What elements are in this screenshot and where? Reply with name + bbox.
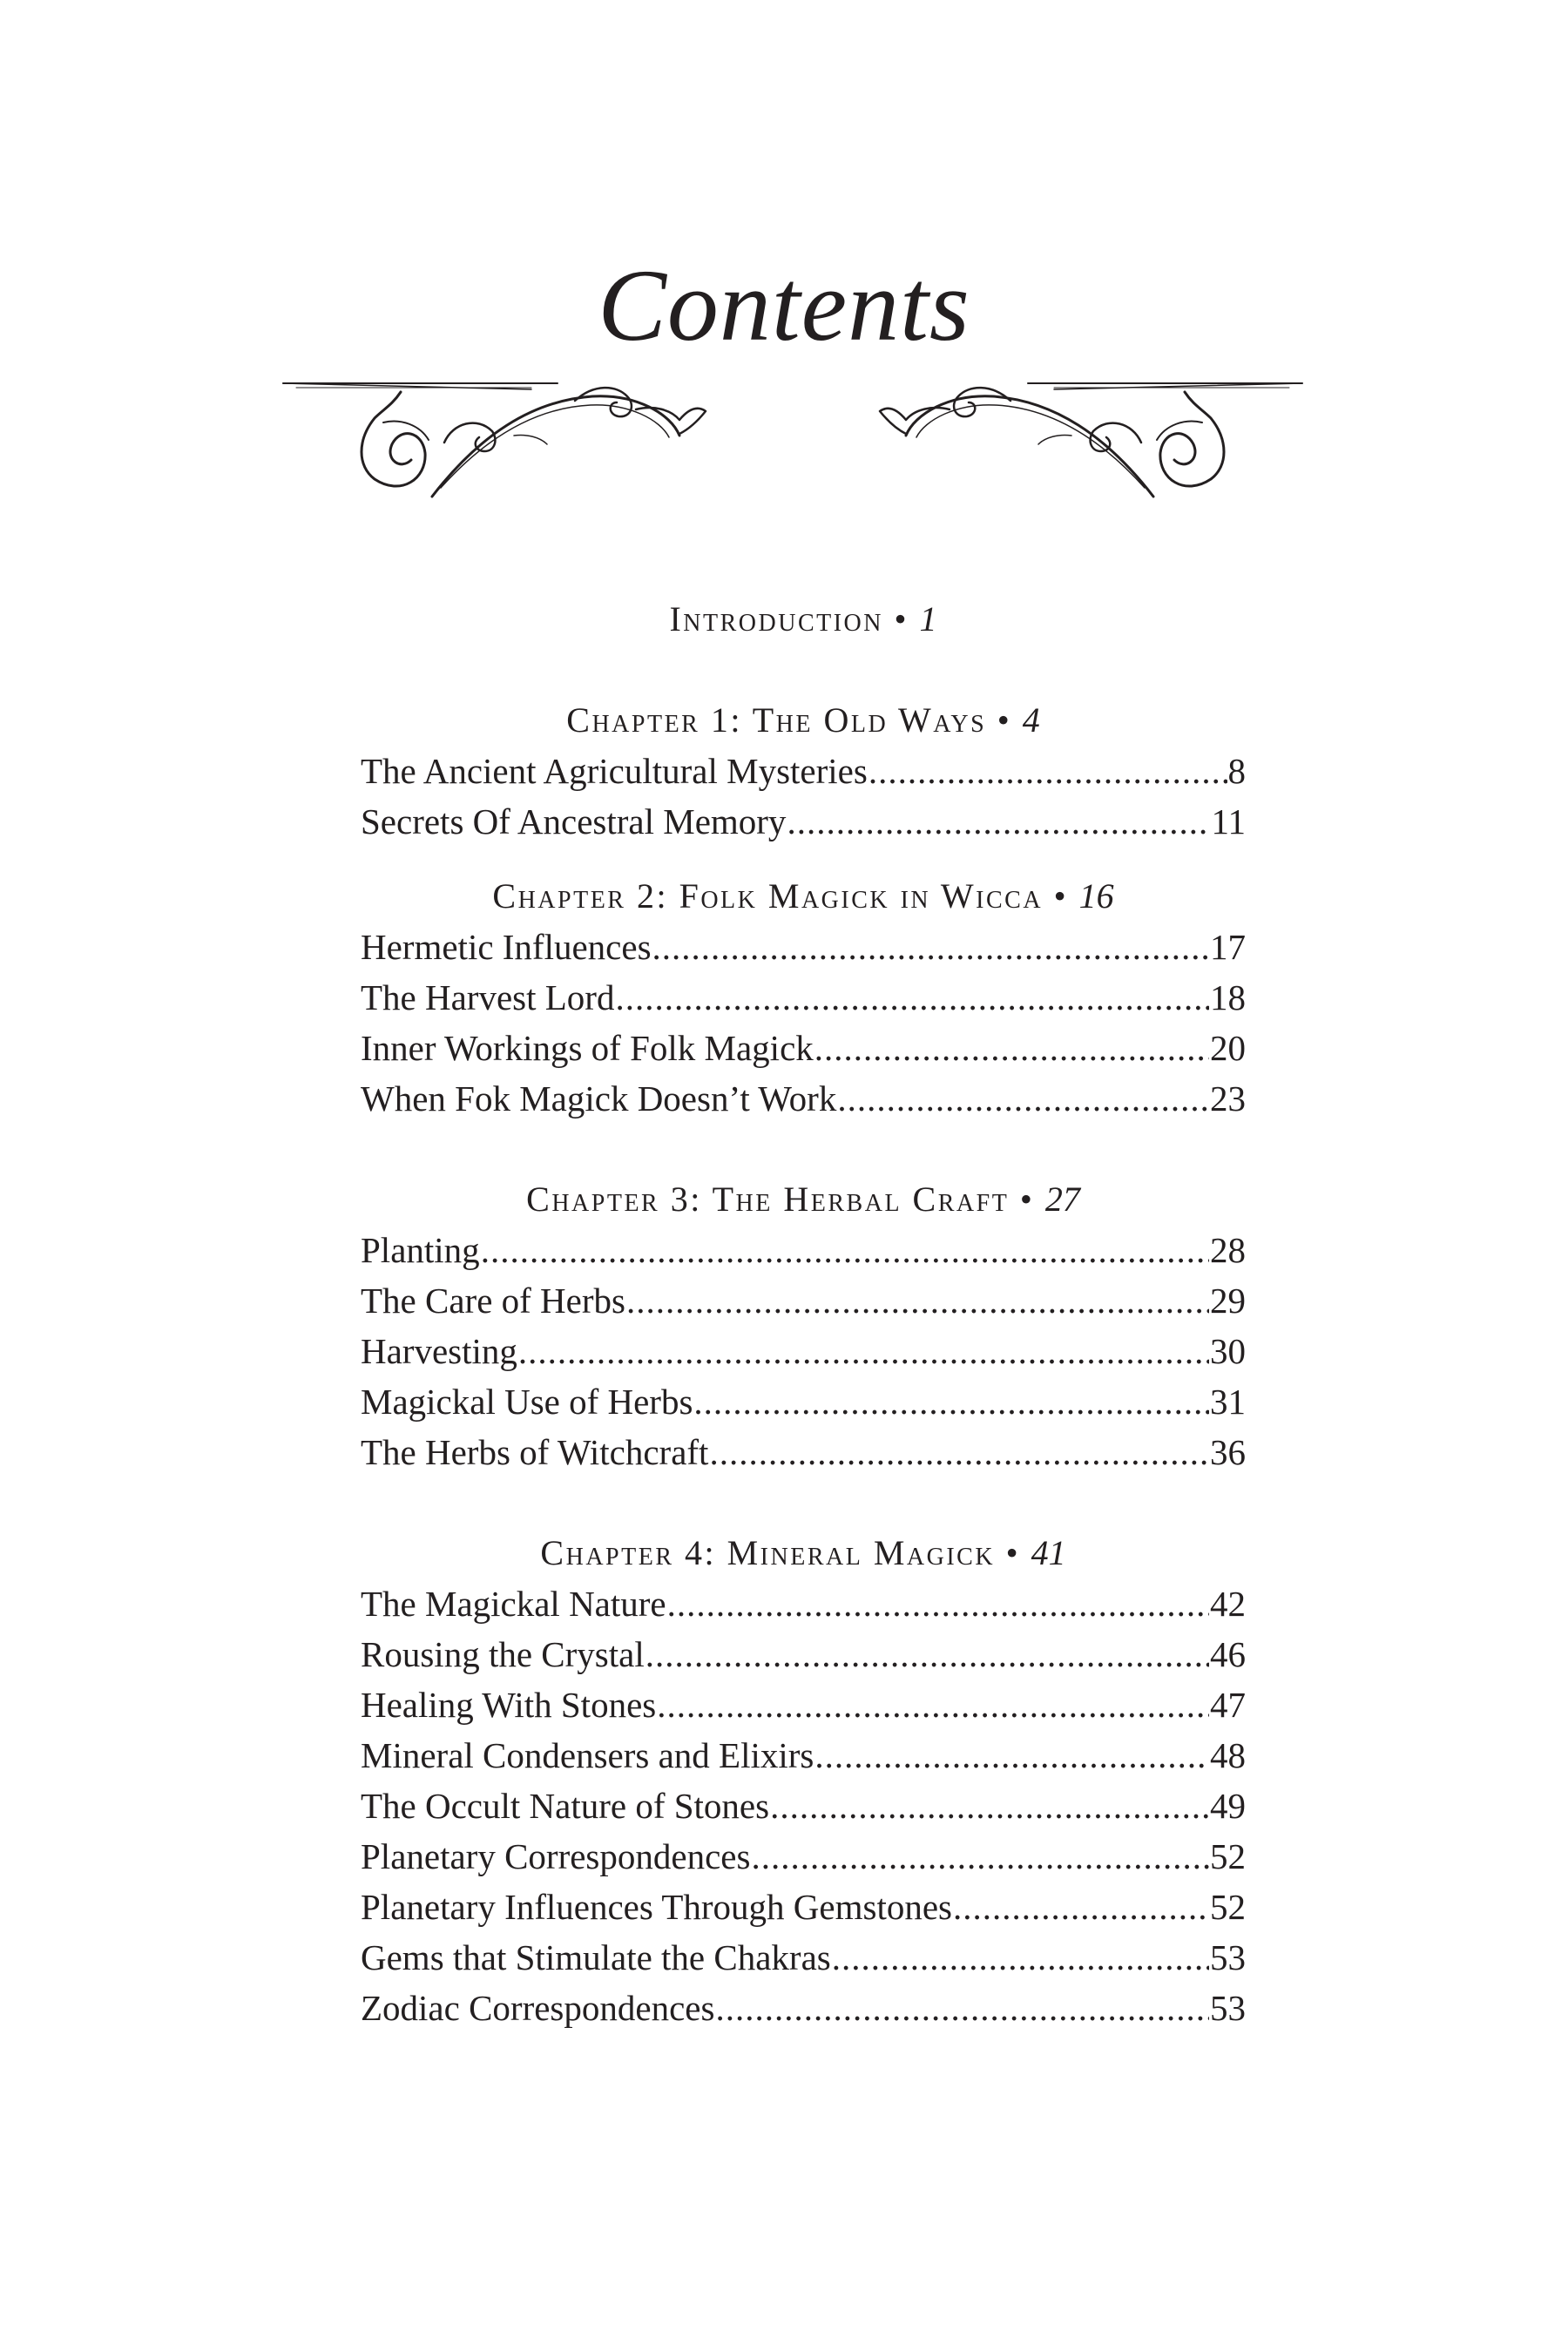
chapter-page: 16 xyxy=(1078,876,1114,916)
dot-leader xyxy=(645,1629,1209,1680)
bullet-separator: • xyxy=(894,599,909,639)
chapter-title: Chapter 3: The Herbal Craft xyxy=(526,1179,1010,1219)
entry-title: Magickal Use of Herbs xyxy=(361,1382,693,1422)
chapter-heading[interactable] xyxy=(361,1528,1246,1578)
entry-page: 31 xyxy=(1210,1382,1246,1422)
entry-title: Inner Workings of Folk Magick xyxy=(361,1028,814,1068)
dot-leader xyxy=(868,746,1227,796)
dot-leader xyxy=(953,1882,1209,1932)
chapter-page: 41 xyxy=(1031,1533,1066,1572)
entry-title: The Magickal Nature xyxy=(361,1584,666,1624)
toc-entry[interactable] xyxy=(361,1427,1246,1477)
entry-page: 11 xyxy=(1211,801,1246,841)
toc-entry[interactable] xyxy=(361,922,1246,972)
dot-leader xyxy=(615,972,1209,1023)
entry-title: Gems that Stimulate the Chakras xyxy=(361,1937,831,1977)
dot-leader xyxy=(693,1376,1209,1427)
entry-page: 53 xyxy=(1210,1988,1246,2028)
entry-title: Secrets Of Ancestral Memory xyxy=(361,801,787,841)
chapter-title: Chapter 4: Mineral Magick xyxy=(540,1533,996,1572)
introduction-page: 1 xyxy=(919,599,937,639)
entry-page: 36 xyxy=(1210,1432,1246,1472)
chapter-title: Chapter 2: Folk Magick in Wicca xyxy=(492,876,1044,916)
entry-page: 47 xyxy=(1210,1685,1246,1725)
entry-title: Zodiac Correspondences xyxy=(361,1988,715,2028)
entry-title: The Care of Herbs xyxy=(361,1281,625,1321)
entry-page: 23 xyxy=(1210,1078,1246,1119)
entry-page: 42 xyxy=(1210,1584,1246,1624)
dot-leader xyxy=(751,1831,1209,1882)
bullet-separator: • xyxy=(1053,876,1069,916)
toc-entry[interactable] xyxy=(361,1578,1246,1629)
toc-entry[interactable] xyxy=(361,1225,1246,1275)
dot-leader xyxy=(837,1073,1209,1124)
entry-page: 20 xyxy=(1210,1028,1246,1068)
dot-leader xyxy=(814,1023,1209,1073)
dot-leader xyxy=(667,1578,1209,1629)
toc-entry[interactable] xyxy=(361,796,1246,847)
bullet-separator: • xyxy=(997,700,1012,740)
toc-entry[interactable] xyxy=(361,1932,1246,1983)
dot-leader xyxy=(832,1932,1209,1983)
toc-entry[interactable] xyxy=(361,1781,1246,1831)
toc-entry[interactable] xyxy=(361,1023,1246,1073)
entry-title: Healing With Stones xyxy=(361,1685,657,1725)
chapter-title: Chapter 1: The Old Ways xyxy=(566,700,987,740)
toc-entry[interactable] xyxy=(361,746,1246,796)
dot-leader xyxy=(770,1781,1209,1831)
dot-leader xyxy=(657,1680,1209,1730)
entry-title: Hermetic Influences xyxy=(361,927,652,967)
dot-leader xyxy=(652,922,1209,972)
entry-title: Mineral Condensers and Elixirs xyxy=(361,1735,814,1775)
entry-title: The Harvest Lord xyxy=(361,977,615,1017)
entry-page: 46 xyxy=(1210,1634,1246,1674)
entry-page: 29 xyxy=(1210,1281,1246,1321)
entry-page: 8 xyxy=(1227,751,1246,791)
entry-page: 52 xyxy=(1210,1887,1246,1927)
toc-entry[interactable] xyxy=(361,1326,1246,1376)
bullet-separator: • xyxy=(1005,1533,1021,1572)
toc-entry[interactable] xyxy=(361,1882,1246,1932)
dot-leader xyxy=(709,1427,1209,1477)
toc-entry[interactable] xyxy=(361,1680,1246,1730)
entry-page: 18 xyxy=(1210,977,1246,1017)
chapter-page: 4 xyxy=(1022,700,1040,740)
dot-leader xyxy=(715,1983,1209,2033)
entry-page: 17 xyxy=(1210,927,1246,967)
entry-title: The Ancient Agricultural Mysteries xyxy=(361,751,868,791)
toc-entry[interactable] xyxy=(361,1376,1246,1427)
dot-leader xyxy=(518,1326,1209,1376)
toc-entry[interactable] xyxy=(361,1275,1246,1326)
entry-page: 52 xyxy=(1210,1836,1246,1876)
toc-entry[interactable] xyxy=(361,1983,1246,2033)
toc-entry[interactable] xyxy=(361,1831,1246,1882)
toc-entry[interactable] xyxy=(361,1730,1246,1781)
entry-title: The Occult Nature of Stones xyxy=(361,1786,770,1826)
entry-page: 53 xyxy=(1210,1937,1246,1977)
chapter-4-section xyxy=(361,1528,1246,2033)
introduction-entry[interactable] xyxy=(361,594,1246,645)
chapter-heading[interactable] xyxy=(361,871,1246,922)
chapter-page: 27 xyxy=(1044,1179,1080,1219)
dot-leader xyxy=(787,796,1210,847)
chapter-heading[interactable] xyxy=(361,1174,1246,1225)
toc-entry[interactable] xyxy=(361,972,1246,1023)
entry-title: Planetary Correspondences xyxy=(361,1836,751,1876)
entry-page: 28 xyxy=(1210,1230,1246,1270)
page-title: Contents xyxy=(598,248,970,362)
chapter-1-section xyxy=(361,695,1246,847)
chapter-heading[interactable] xyxy=(361,695,1246,746)
bullet-separator: • xyxy=(1019,1179,1035,1219)
chapter-2-section xyxy=(361,871,1246,1124)
entry-page: 49 xyxy=(1210,1786,1246,1826)
entry-title: Harvesting xyxy=(361,1331,517,1371)
toc-entry[interactable] xyxy=(361,1629,1246,1680)
entry-title: Rousing the Crystal xyxy=(361,1634,645,1674)
toc-entry[interactable] xyxy=(361,1073,1246,1124)
dot-leader xyxy=(814,1730,1209,1781)
entry-page: 30 xyxy=(1210,1331,1246,1371)
flourish-ornament-icon xyxy=(270,357,1315,531)
entry-title: Planting xyxy=(361,1230,480,1270)
entry-title: When Fok Magick Doesn’t Work xyxy=(361,1078,837,1119)
introduction-label: Introduction xyxy=(669,599,883,639)
dot-leader xyxy=(481,1225,1209,1275)
entry-page: 48 xyxy=(1210,1735,1246,1775)
chapter-3-section xyxy=(361,1174,1246,1477)
dot-leader xyxy=(626,1275,1209,1326)
entry-title: The Herbs of Witchcraft xyxy=(361,1432,709,1472)
entry-title: Planetary Influences Through Gemstones xyxy=(361,1887,952,1927)
